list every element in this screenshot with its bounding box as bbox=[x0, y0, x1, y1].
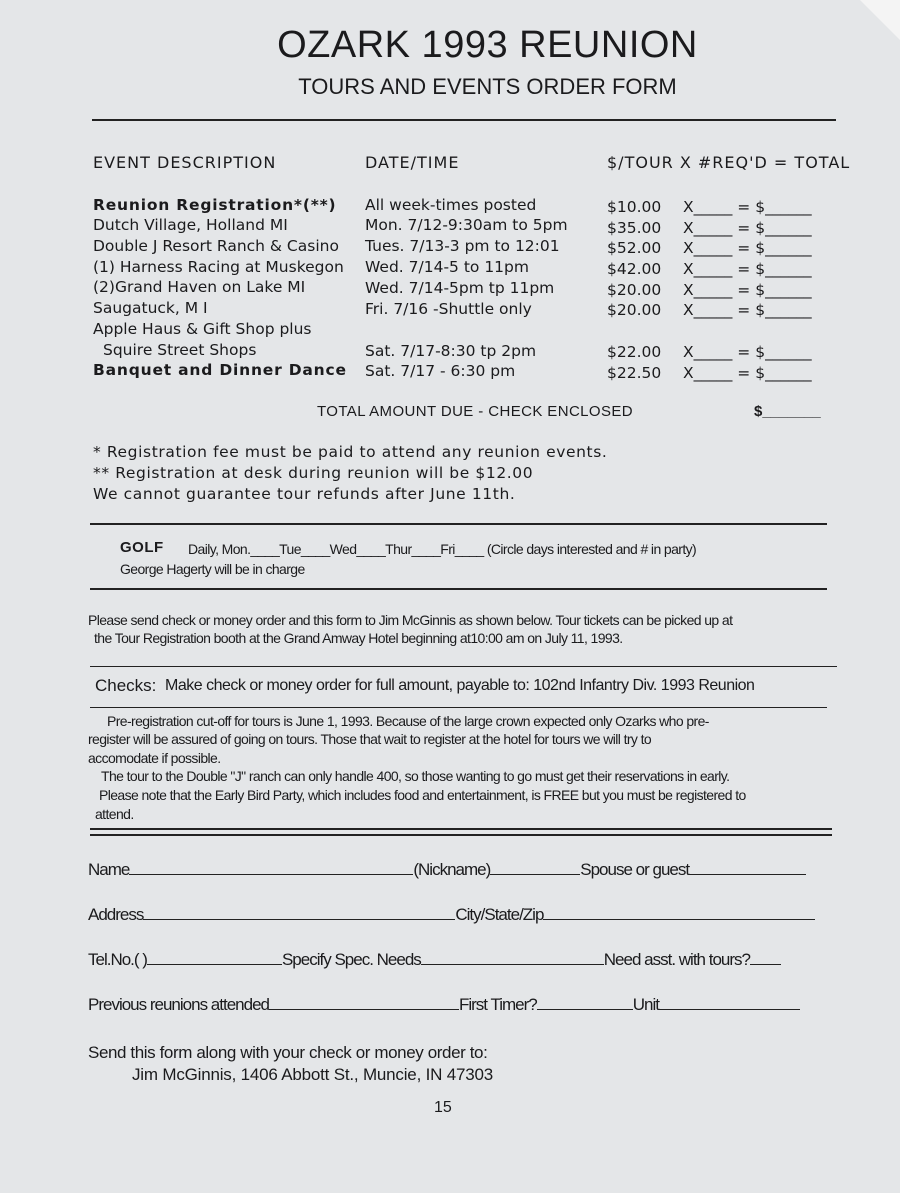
checks-label: Checks: bbox=[95, 676, 157, 695]
event-price: $20.00 bbox=[607, 281, 662, 299]
spouse-field[interactable] bbox=[689, 860, 806, 875]
divider bbox=[92, 119, 836, 121]
event-name: Double J Resort Ranch & Casino bbox=[93, 237, 339, 255]
event-name: Squire Street Shops bbox=[103, 341, 257, 359]
event-price: $52.00 bbox=[607, 239, 662, 257]
tour-assistance-field[interactable] bbox=[750, 950, 781, 965]
event-price: $22.00 bbox=[607, 343, 662, 361]
total-due-label: TOTAL AMOUNT DUE - CHECK ENCLOSED bbox=[317, 403, 634, 420]
event-name: (2)Grand Haven on Lake MI bbox=[93, 278, 306, 296]
event-qty-blank[interactable]: X_____ = $______ bbox=[683, 260, 812, 278]
event-name: Reunion Registration*(**) bbox=[93, 196, 337, 214]
event-name: Apple Haus & Gift Shop plus bbox=[93, 320, 312, 338]
golf-days-line[interactable]: Daily, Mon.____Tue____Wed____Thur____Fri____ (Circle days interested and # in party) bbox=[188, 541, 697, 557]
divider bbox=[90, 588, 827, 590]
event-date: All week-times posted bbox=[365, 196, 537, 214]
tel-label: Tel.No.( ) bbox=[88, 950, 147, 969]
total-due-field[interactable]: $_______ bbox=[754, 403, 821, 420]
golf-label: GOLF bbox=[120, 539, 164, 556]
page-subtitle: TOURS AND EVENTS ORDER FORM bbox=[298, 74, 677, 99]
divider bbox=[90, 834, 832, 836]
address-label: Address bbox=[88, 905, 144, 924]
spouse-label: Spouse or guest bbox=[580, 860, 690, 879]
note-line: ** Registration at desk during reunion will be $12.00 bbox=[93, 464, 534, 482]
phone-field-row bbox=[88, 950, 781, 970]
cutoff-line: Please note that the Early Bird Party, which includes food and entertainment, is FREE but you must be registered to bbox=[99, 787, 746, 803]
event-qty-blank[interactable]: X_____ = $______ bbox=[683, 301, 812, 319]
send-instructions-line: the Tour Registration booth at the Grand Amway Hotel beginning at10:00 am on July 11, 1993. bbox=[94, 630, 623, 646]
cutoff-line: The tour to the Double "J" ranch can only handle 400, so those wanting to go must get their reservations in early. bbox=[101, 768, 730, 784]
note-line: We cannot guarantee tour refunds after June 11th. bbox=[93, 485, 516, 503]
name-field-row bbox=[88, 860, 806, 880]
event-qty-blank[interactable]: X_____ = $______ bbox=[683, 364, 812, 382]
needs-label: Specify Spec. Needs bbox=[281, 950, 421, 969]
event-date: Sat. 7/17 - 6:30 pm bbox=[365, 362, 516, 380]
event-qty-blank[interactable]: X_____ = $______ bbox=[683, 281, 812, 299]
cutoff-line: attend. bbox=[95, 806, 134, 822]
event-price: $42.00 bbox=[607, 260, 662, 278]
event-price: $35.00 bbox=[607, 219, 662, 237]
name-field[interactable] bbox=[129, 860, 413, 875]
golf-contact: George Hagerty will be in charge bbox=[120, 561, 305, 577]
tel-field[interactable] bbox=[147, 950, 282, 965]
divider bbox=[90, 523, 827, 525]
asst-label: Need asst. with tours? bbox=[603, 950, 750, 969]
mail-instructions: Send this form along with your check or money order to: bbox=[88, 1043, 488, 1062]
event-date: Wed. 7/14-5 to 11pm bbox=[365, 258, 529, 276]
checks-text: Make check or money order for full amount, payable to: 102nd Infantry Div. 1993 Reunion bbox=[165, 677, 755, 694]
note-line: * Registration fee must be paid to attend any reunion events. bbox=[93, 443, 608, 461]
event-price: $22.50 bbox=[607, 364, 662, 382]
event-date: Tues. 7/13-3 pm to 12:01 bbox=[365, 237, 560, 255]
page-number: 15 bbox=[434, 1099, 452, 1116]
address-field[interactable] bbox=[143, 905, 455, 920]
event-qty-blank[interactable]: X_____ = $______ bbox=[683, 219, 812, 237]
event-qty-blank[interactable]: X_____ = $______ bbox=[683, 198, 812, 216]
nickname-label: (Nickname) bbox=[413, 860, 491, 879]
event-qty-blank[interactable]: X_____ = $______ bbox=[683, 343, 812, 361]
unit-label: Unit bbox=[632, 995, 659, 1014]
event-date: Sat. 7/17-8:30 tp 2pm bbox=[365, 342, 537, 360]
header-event: EVENT DESCRIPTION bbox=[93, 153, 277, 172]
first-timer-label: First Timer? bbox=[458, 995, 537, 1014]
previous-label: Previous reunions attended bbox=[88, 995, 269, 1014]
mail-address: Jim McGinnis, 1406 Abbott St., Muncie, IN 47303 bbox=[132, 1065, 494, 1084]
event-name: (1) Harness Racing at Muskegon bbox=[93, 258, 344, 276]
first-timer-field[interactable] bbox=[537, 995, 633, 1010]
header-date: DATE/TIME bbox=[365, 153, 460, 172]
address-field-row bbox=[88, 905, 815, 925]
city-label: City/State/Zip bbox=[455, 905, 544, 924]
event-name: Dutch Village, Holland MI bbox=[93, 216, 288, 234]
divider bbox=[90, 666, 837, 667]
event-price: $10.00 bbox=[607, 198, 662, 216]
cutoff-line: register will be assured of going on tours. Those that wait to register at the hotel for tours we will try to bbox=[88, 731, 652, 747]
event-date: Fri. 7/16 -Shuttle only bbox=[365, 300, 532, 318]
divider bbox=[90, 828, 832, 830]
event-name: Saugatuck, M I bbox=[93, 299, 208, 317]
cutoff-line: Pre-registration cut-off for tours is June 1, 1993. Because of the large crown expected only Ozarks who pre- bbox=[107, 713, 709, 729]
city-state-zip-field[interactable] bbox=[543, 905, 815, 920]
special-needs-field[interactable] bbox=[421, 950, 604, 965]
event-name: Banquet and Dinner Dance bbox=[93, 361, 347, 379]
nickname-field[interactable] bbox=[490, 860, 580, 875]
event-date: Wed. 7/14-5pm tp 11pm bbox=[365, 279, 555, 297]
unit-field[interactable] bbox=[659, 995, 800, 1010]
event-date: Mon. 7/12-9:30am to 5pm bbox=[365, 216, 568, 234]
divider bbox=[90, 707, 827, 708]
previous-reunions-field[interactable] bbox=[269, 995, 459, 1010]
cutoff-line: accomodate if possible. bbox=[88, 750, 221, 766]
send-instructions-line: Please send check or money order and this form to Jim McGinnis as shown below. Tour tickets can be picked up at bbox=[88, 612, 733, 628]
name-label: Name bbox=[88, 860, 130, 879]
reunion-field-row bbox=[88, 995, 800, 1015]
header-pricing: $/TOUR X #REQ'D = TOTAL bbox=[607, 153, 851, 172]
event-price: $20.00 bbox=[607, 301, 662, 319]
event-qty-blank[interactable]: X_____ = $______ bbox=[683, 239, 812, 257]
page-title: OZARK 1993 REUNION bbox=[277, 24, 698, 66]
